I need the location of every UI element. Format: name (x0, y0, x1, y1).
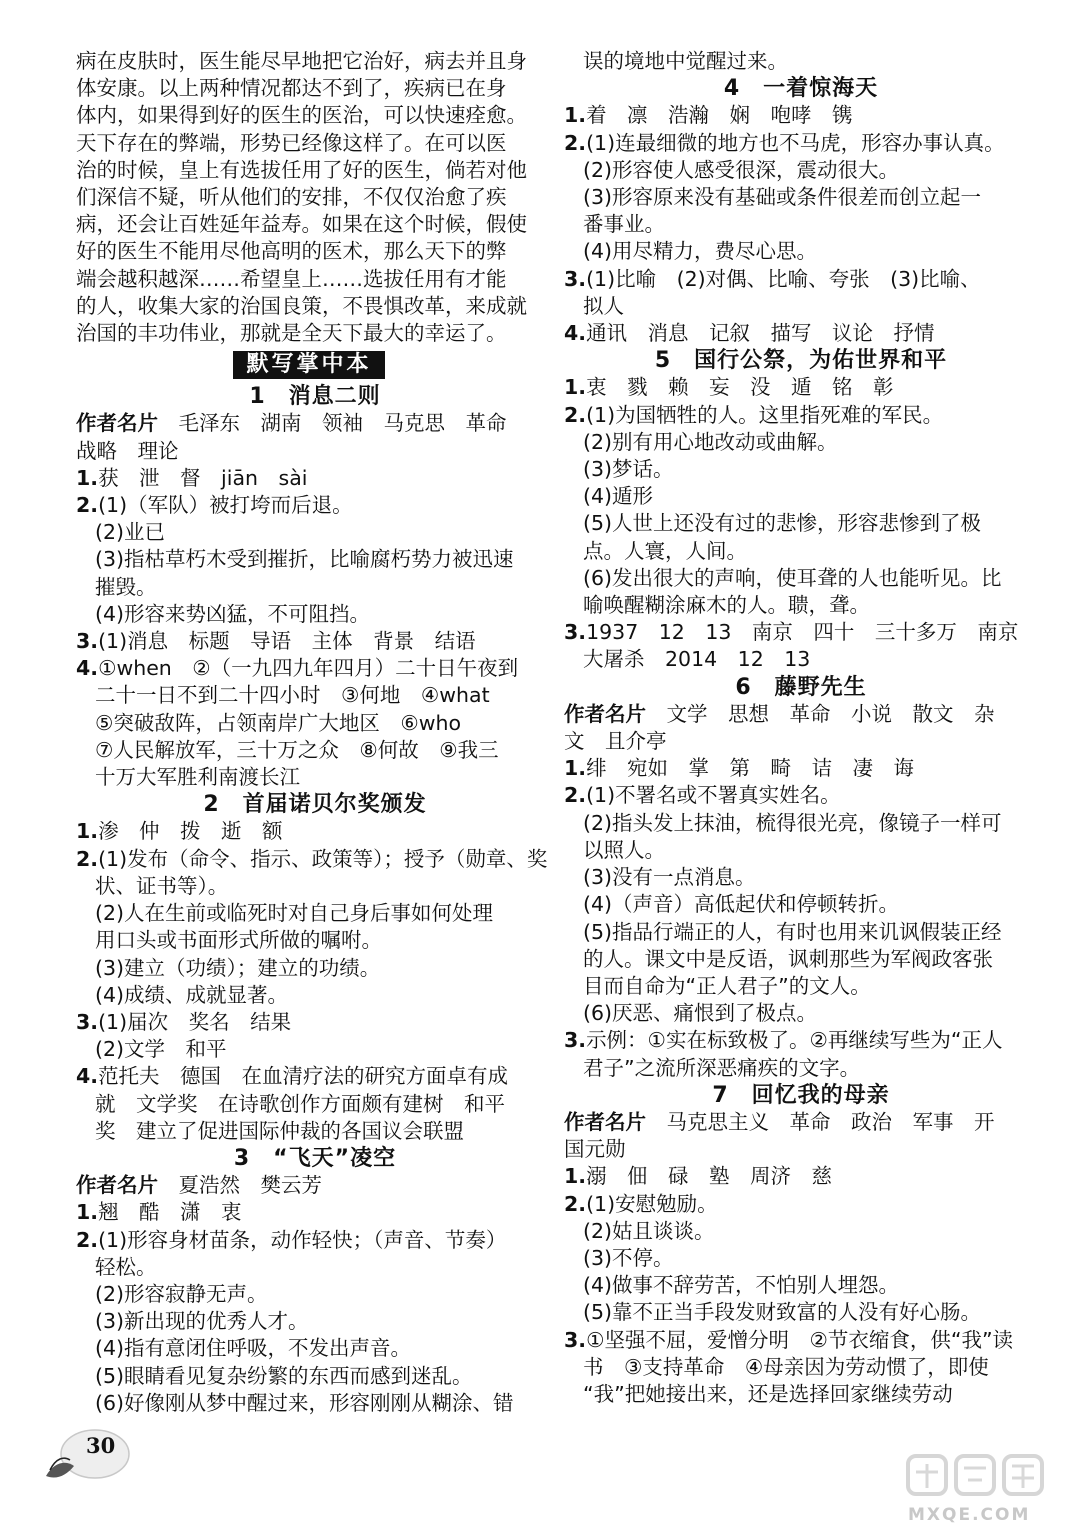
text-line: 1.渗 仲 拨 逝 额 (76, 819, 283, 844)
watermark-text: MXQE.COM (908, 1505, 1031, 1525)
text-line: 1.绯 宛如 掌 第 畸 诘 凄 诲 (564, 756, 915, 781)
text-line: 2.(1)发布（命令、指示、政策等）；授予（勋章、奖 (76, 846, 548, 871)
text-line: (5)靠不正当手段发财致富的人没有好心肠。 (583, 1300, 982, 1325)
text-line: 作者名片 夏浩然 樊云芳 (76, 1173, 322, 1198)
text-line: 用口头或书面形式所做的嘱咐。 (95, 928, 382, 953)
text-line: 1.衷 戮 赖 妄 没 遁 铭 彰 (564, 375, 894, 400)
text-line: 1.溺 佃 碌 塾 周济 慈 (564, 1164, 833, 1189)
text-line: 1.翘 酷 潇 衷 (76, 1200, 242, 1225)
text-line: (2)业已 (95, 520, 166, 545)
text-line: (3)不停。 (583, 1245, 674, 1270)
text-line: 3.示例：①实在标致极了。②再继续写些为“正人 (564, 1028, 1003, 1053)
text-line: 摧毁。 (95, 574, 157, 599)
text-line: 2.(1)连最细微的地方也不马虎，形容办事认真。 (564, 130, 1005, 155)
text-line: 的人。课文中是反语，讽刺那些为军阀政客张 (583, 946, 993, 971)
text-line: (2)指头发上抹油，梳得很光亮，像镜子一样可 (583, 810, 1002, 835)
text-line: 3.①坚强不屈，爱憎分明 ②节衣缩食，供“我”读 (564, 1327, 1014, 1352)
text-line: 病在皮肤时，医生能尽早地把它治好，病去并且身 (76, 49, 527, 73)
lesson-title: 2 首届诺贝尔奖颁发 (203, 792, 427, 818)
text-line: (5)眼睛看见复杂纷繁的东西而感到迷乱。 (95, 1363, 473, 1388)
text-line: 君子”之流所深恶痛疾的文字。 (583, 1055, 861, 1080)
lesson-title: 7 回忆我的母亲 (712, 1082, 890, 1108)
page-number: 30 (86, 1433, 116, 1458)
text-line: 番事业。 (583, 212, 665, 237)
text-line: 奖 建立了促进国际仲裁的各国议会联盟 (95, 1118, 464, 1143)
text-line: 3.1937 12 13 南京 四十 三十多万 南京 (564, 620, 1019, 645)
section-banner-label: 默写掌中本 (233, 351, 385, 379)
text-line: 1.获 泄 督 jiān sài (76, 465, 308, 490)
left-column (76, 48, 554, 1417)
text-line: (4)（声音）高低起伏和停顿转折。 (583, 892, 900, 917)
text-line: 书 ③支持革命 ④母亲因为劳动惯了，即使 (583, 1354, 989, 1379)
text-line: 体安康。以上两种情况都达不到了，疾病已在身 (76, 76, 507, 101)
text-line: 以照人。 (583, 837, 665, 862)
text-line: (2)姑且谈谈。 (583, 1218, 715, 1243)
text-line: ⑤突破敌阵，占领南岸广大地区 ⑥who (95, 710, 462, 735)
section-banner (76, 349, 554, 381)
text-line: 4.通讯 消息 记叙 描写 议论 抒情 (564, 321, 935, 346)
text-line: 2.(1)形容身材苗条，动作轻快；（声音、节奏） (76, 1227, 507, 1252)
text-line: 3.(1)届次 奖名 结果 (76, 1009, 292, 1034)
text-line: (2)形容使人感受很深，震动很大。 (583, 157, 900, 182)
lesson-title: 6 藤野先生 (735, 674, 867, 700)
text-line: 体内，如果得到好的医生的医治，可以快速痊愈。 (76, 103, 527, 128)
text-line: (4)成绩、成就显著。 (95, 982, 289, 1007)
lesson-title: 3 “飞天”凌空 (233, 1145, 397, 1171)
lesson-title: 1 消息二则 (249, 384, 381, 410)
text-line: 3.(1)消息 标题 导语 主体 背景 结语 (76, 629, 476, 654)
text-line: 2.(1)（军队）被打垮而后退。 (76, 493, 353, 518)
text-line: 喻唤醒糊涂麻木的人。聩，聋。 (583, 593, 870, 618)
text-line: 状、证书等）。 (95, 873, 229, 898)
text-line: (3)形容原来没有基础或条件很差而创立起一 (583, 185, 982, 210)
text-line: (4)遁形 (583, 484, 654, 509)
text-line: 战略 理论 (76, 438, 179, 463)
right-column (564, 48, 1038, 1408)
text-line: “我”把她接出来，还是选择回家继续劳动 (583, 1381, 953, 1406)
text-line: (4)用尽精力，费尽心思。 (583, 239, 818, 264)
text-line: (4)做事不辞劳苦，不怕别人埋怨。 (583, 1273, 900, 1298)
text-line: 二十一日不到二十四小时 ③何地 ④what (95, 683, 490, 708)
text-line: 的人，收集大家的治国良策，不畏惧改革，来成就 (76, 293, 527, 318)
text-line: (2)文学 和平 (95, 1037, 227, 1062)
text-line: 作者名片 马克思主义 革命 政治 军事 开 (564, 1109, 995, 1134)
text-line: 2.(1)安慰勉励。 (564, 1191, 718, 1216)
text-line: 4.①when ②（一九四九年四月）二十日午夜到 (76, 656, 519, 681)
text-line: 国元勋 (564, 1137, 626, 1162)
text-line: 误的境地中觉醒过来。 (583, 49, 788, 73)
text-line: (2)形容寂静无声。 (95, 1281, 268, 1306)
lesson-title: 5 国行公祭，为佑世界和平 (654, 348, 948, 374)
text-line: 病，还会让百姓延年益寿。如果在这个时候，假使 (76, 212, 527, 237)
text-line: (5)人世上还没有过的悲惨，形容悲惨到了极 (583, 511, 982, 536)
text-line: (3)新出现的优秀人才。 (95, 1309, 309, 1334)
text-line: ⑦人民解放军，三十万之众 ⑧何故 ⑨我三 (95, 737, 499, 762)
text-line: 们深信不疑，听从他们的安排，不仅仅治愈了疾 (76, 185, 507, 210)
text-line: 端会越积越深……希望皇上……选拔任用有才能 (76, 266, 507, 291)
text-line: (3)梦话。 (583, 457, 674, 482)
text-line: (5)指品行端正的人，有时也用来讥讽假装正经 (583, 919, 1002, 944)
text-line: 就 文学奖 在诗歌创作方面颇有建树 和平 (95, 1091, 505, 1116)
text-line: 1.着 凛 浩瀚 娴 咆哮 镌 (564, 103, 853, 128)
text-line: (2)别有用心地改动或曲解。 (583, 429, 838, 454)
text-line: 治国的丰功伟业，那就是全天下最大的幸运了。 (76, 321, 507, 346)
text-line: 十万大军胜利南渡长江 (95, 765, 300, 790)
text-line: (6)发出很大的声响，使耳聋的人也能听见。比 (583, 565, 1002, 590)
text-line: (6)厌恶、痛恨到了极点。 (583, 1001, 818, 1026)
text-line: 好的医生不能用尽他高明的医术，那么天下的弊 (76, 239, 507, 264)
text-line: 拟人 (583, 293, 624, 318)
lesson-title: 4 一着惊海天 (723, 76, 879, 102)
text-line: 作者名片 毛泽东 湖南 领袖 马克思 革命 (76, 411, 507, 436)
text-line: 文 且介亭 (564, 729, 667, 754)
text-line: 大屠杀 2014 12 13 (583, 647, 811, 672)
text-line: 治的时候，皇上有选拔任用了好的医生，倘若对他 (76, 157, 527, 182)
text-line: (3)指枯草朽木受到摧折，比喻腐朽势力被迅速 (95, 547, 514, 572)
text-line: (3)建立（功绩）；建立的功绩。 (95, 955, 381, 980)
text-line: (3)没有一点消息。 (583, 865, 756, 890)
text-line: 2.(1)为国牺牲的人。这里指死难的军民。 (564, 402, 944, 427)
text-line: 轻松。 (95, 1254, 157, 1279)
text-line: 4.范托夫 德国 在血清疗法的研究方面卓有成 (76, 1064, 509, 1089)
text-line: 3.(1)比喻 (2)对偶、比喻、夸张 (3)比喻、 (564, 266, 981, 291)
text-line: 2.(1)不署名或不署真实姓名。 (564, 783, 841, 808)
text-line: 作者名片 文学 思想 革命 小说 散文 杂 (564, 701, 995, 726)
text-line: (6)好像刚从梦中醒过来，形容刚刚从糊涂、错 (95, 1390, 514, 1415)
text-line: (2)人在生前或临死时对自己身后事如何处理 (95, 901, 494, 926)
text-line: (4)指有意闭住呼吸，不发出声音。 (95, 1336, 412, 1361)
text-line: 点。人寰，人间。 (583, 538, 747, 563)
text-line: 目而自命为“正人君子”的文人。 (583, 973, 871, 998)
text-line: 天下存在的弊端，形势已经像这样了。在可以医 (76, 130, 507, 155)
text-line: (4)形容来势凶猛，不可阻挡。 (95, 601, 371, 626)
